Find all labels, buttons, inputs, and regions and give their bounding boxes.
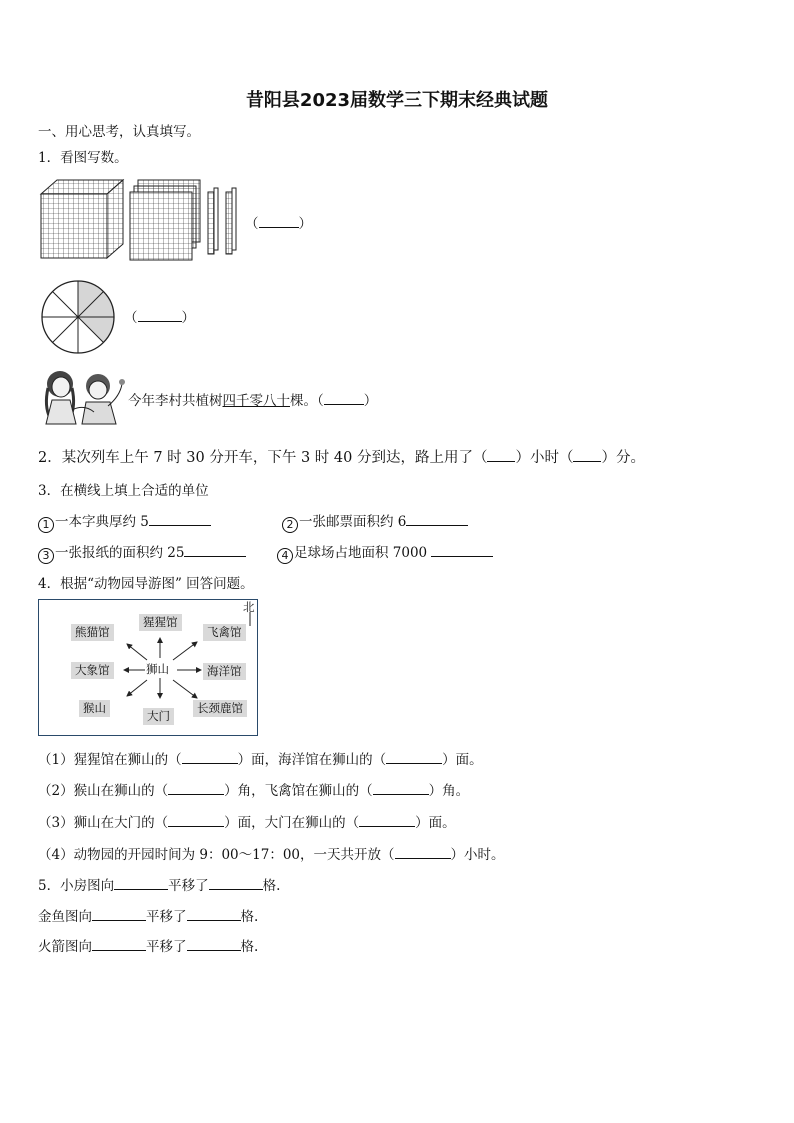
question-4-stem: 4．根据“动物园导游图” 回答问题。 <box>38 576 254 592</box>
item-text: 一张邮票面积约 6 <box>299 514 407 530</box>
sub-text: （3）狮山在大门的（ <box>38 815 169 831</box>
map-label-lion-hill: 狮山 <box>146 662 169 676</box>
unit-blank[interactable] <box>431 542 493 557</box>
fraction-circle-figure <box>38 279 118 355</box>
unit-blank[interactable] <box>406 511 468 526</box>
tree-planting-line <box>128 389 377 409</box>
tree-number-words: 四千零八十 <box>222 393 290 409</box>
blank-line[interactable] <box>386 750 442 764</box>
children-illustration <box>38 366 126 428</box>
q5-text: 5．小房图向 <box>38 878 115 894</box>
paren-close: ） <box>298 216 312 232</box>
blank-line[interactable] <box>138 308 182 322</box>
item-number: 1 <box>38 517 54 533</box>
sub-text: ）面，大门在狮山的（ <box>224 815 360 831</box>
q2-text-c: ）分。 <box>601 450 645 466</box>
map-label-birds: 飞禽馆 <box>203 624 246 641</box>
blank-line[interactable] <box>324 391 364 405</box>
q4-sub-1 <box>38 748 483 768</box>
map-label-ocean: 海洋馆 <box>203 663 246 680</box>
question-2 <box>38 446 645 467</box>
question-3-stem: 3．在横线上填上合适的单位 <box>38 483 209 499</box>
map-label-orangutan: 猩猩馆 <box>139 614 182 631</box>
paren-close: ） <box>363 393 378 409</box>
hours-blank[interactable] <box>487 448 515 462</box>
paren-close: ） <box>181 310 195 326</box>
item-number: 4 <box>277 548 293 564</box>
sub-text: ）小时。 <box>450 847 505 863</box>
q3-item-3 <box>38 541 246 564</box>
item-text: 足球场占地面积 7000 <box>294 545 432 561</box>
map-label-monkey-hill: 猴山 <box>79 700 110 717</box>
q3-item-2 <box>282 510 468 533</box>
answer-blank-b[interactable] <box>124 306 195 326</box>
blank-line[interactable] <box>359 813 415 827</box>
map-label-elephant: 大象馆 <box>71 662 114 679</box>
blank-line[interactable] <box>373 781 429 795</box>
sub-text: （1）猩猩馆在狮山的（ <box>38 752 182 768</box>
blank-line[interactable] <box>168 781 224 795</box>
q5-text: 格. <box>240 939 259 955</box>
direction-blank[interactable] <box>92 906 146 921</box>
q3-item-4 <box>277 541 493 564</box>
map-label-panda: 熊猫馆 <box>71 624 114 641</box>
sub-text: （4）动物园的开园时间为 9：00～17：00，一天共开放（ <box>38 847 395 863</box>
count-blank[interactable] <box>209 875 263 890</box>
q5-text: 火箭图向 <box>38 939 92 955</box>
item-text: 一本字典厚约 5 <box>55 514 149 530</box>
map-label-gate: 大门 <box>143 708 174 725</box>
question-1-stem: 1．看图写数。 <box>38 150 128 166</box>
unit-blank[interactable] <box>184 542 246 557</box>
base-ten-blocks-figure <box>38 178 243 262</box>
sub-text: ）角，飞禽馆在狮山的（ <box>224 783 373 799</box>
q2-text-a: 2．某次列车上午 7 时 30 分开车，下午 3 时 40 分到达，路上用了（ <box>38 450 488 466</box>
q5-line-2 <box>38 905 258 925</box>
count-blank[interactable] <box>187 906 241 921</box>
count-blank[interactable] <box>187 936 241 951</box>
hundred-flats <box>130 180 200 260</box>
ten-rods <box>208 188 236 254</box>
blank-line[interactable] <box>168 813 224 827</box>
sub-text: ）角。 <box>428 783 470 799</box>
minutes-blank[interactable] <box>573 448 601 462</box>
direction-blank[interactable] <box>114 875 168 890</box>
q5-text: 金鱼图向 <box>38 909 92 925</box>
zoo-map <box>38 599 258 736</box>
item-number: 2 <box>282 517 298 533</box>
q5-line-3 <box>38 935 258 955</box>
tree-text: 今年李村共植树 <box>128 393 223 409</box>
q5-text: 平移了 <box>146 939 187 955</box>
item-number: 3 <box>38 548 54 564</box>
tree-text-post: 棵。（ <box>290 393 324 409</box>
direction-blank[interactable] <box>92 936 146 951</box>
item-text: 一张报纸的面积约 25 <box>55 545 185 561</box>
page-title: 昔阳县2023届数学三下期末经典试题 <box>245 90 549 111</box>
section-heading: 一、用心思考，认真填写。 <box>38 124 200 140</box>
q5-text: 格. <box>262 878 281 894</box>
q4-sub-3 <box>38 811 456 831</box>
q5-text: 格. <box>240 909 259 925</box>
paren-open: （ <box>124 310 138 326</box>
q4-sub-4 <box>38 843 505 863</box>
thousand-cube <box>41 180 123 258</box>
north-marker: 北 <box>243 600 255 614</box>
answer-blank-a[interactable] <box>245 212 312 232</box>
q5-text: 平移了 <box>168 878 209 894</box>
blank-line[interactable] <box>182 750 238 764</box>
map-label-giraffe: 长颈鹿馆 <box>193 700 247 717</box>
q2-text-b: ）小时（ <box>515 450 574 466</box>
blank-line[interactable] <box>259 214 299 228</box>
sub-text: （2）猴山在狮山的（ <box>38 783 169 799</box>
sub-text: ）面，海洋馆在狮山的（ <box>237 752 387 768</box>
q3-item-1 <box>38 510 211 533</box>
paren-open: （ <box>245 216 259 232</box>
q5-line-1 <box>38 874 280 894</box>
unit-blank[interactable] <box>149 511 211 526</box>
q5-text: 平移了 <box>146 909 187 925</box>
sub-text: ）面。 <box>415 815 456 831</box>
sub-text: ）面。 <box>442 752 483 768</box>
blank-line[interactable] <box>395 845 451 859</box>
q4-sub-2 <box>38 779 469 799</box>
